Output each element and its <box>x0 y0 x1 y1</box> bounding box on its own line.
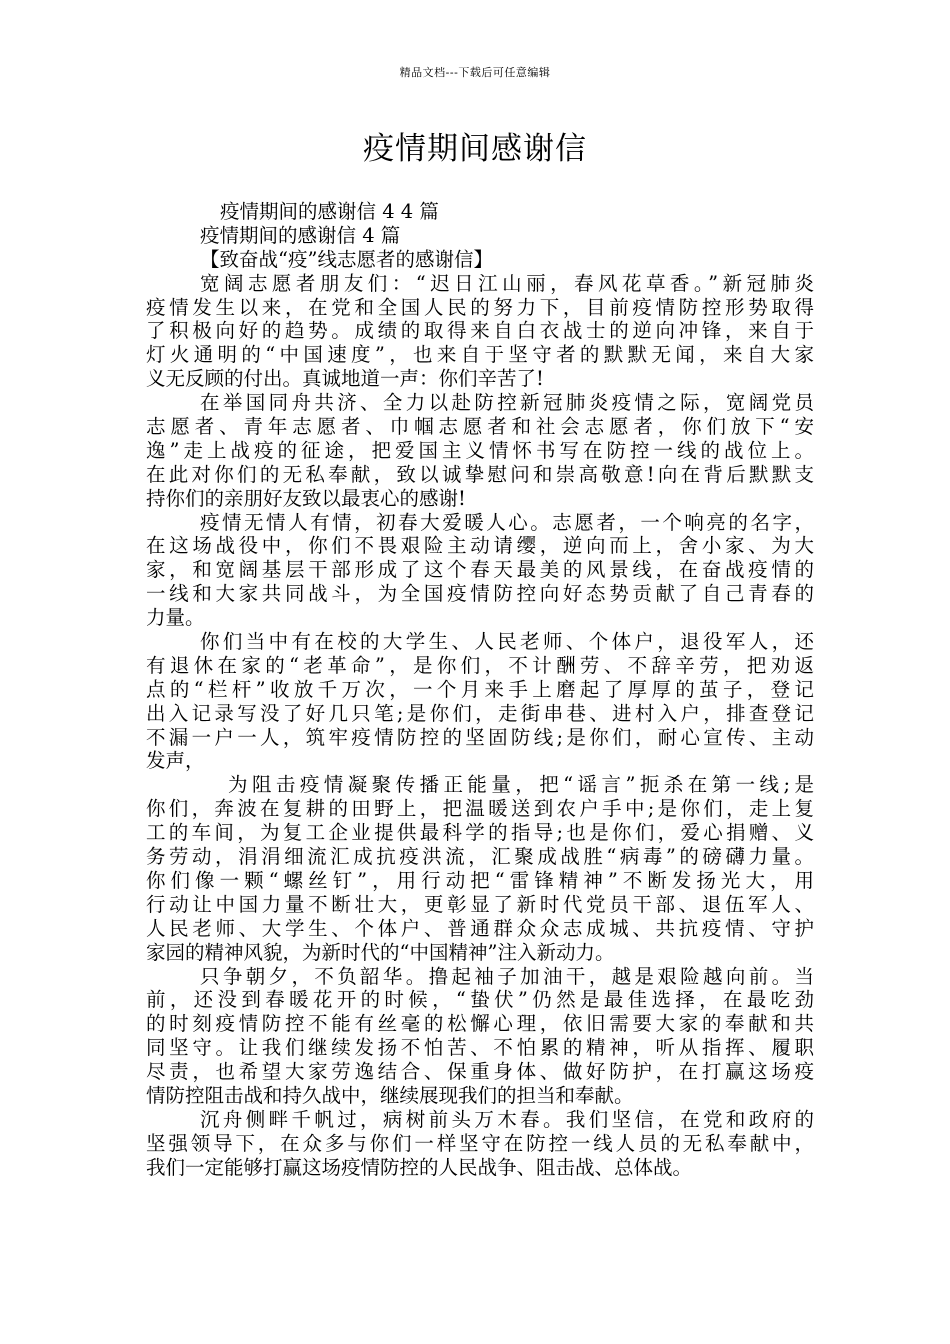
document-title: 疫情期间感谢信 <box>363 131 587 167</box>
text-line: 你们当中有在校的大学生、人民老师、个体户，退役军人，还 <box>200 630 814 654</box>
text-line: 沉舟侧畔千帆过，病树前头万木春。我们坚信，在党和政府的 <box>200 1107 814 1131</box>
text-line: 在这场战役中，你们不畏艰险主动请缨，逆向而上，舍小家、为大 <box>146 534 814 558</box>
text-line: 发声， <box>146 749 205 773</box>
text-line: 家，和宽阔基层干部形成了这个春天最美的风景线，在奋战疫情的 <box>146 558 814 582</box>
text-line: 有退休在家的“老革命”，是你们，不计酬劳、不辞辛劳，把劝返 <box>146 653 814 677</box>
text-line: 坚强领导下，在众多与你们一样坚守在防控一线人员的无私奉献中， <box>146 1131 814 1155</box>
text-line: 为阻击疫情凝聚传播正能量，把“谣言”扼杀在第一线;是 <box>228 773 814 797</box>
text-line: 疫情无情人有情，初春大爱暖人心。志愿者，一个响亮的名字， <box>200 510 814 534</box>
text-line: 了积极向好的趋势。成绩的取得来自白衣战士的逆向冲锋，来自于 <box>146 319 814 343</box>
text-line: 义无反顾的付出。真诚地道一声：你们辛苦了! <box>146 367 544 391</box>
subtitle-primary: 疫情期间的感谢信 4 4 篇 <box>220 200 439 223</box>
text-line: 只争朝夕，不负韶华。撸起袖子加油干，越是艰险越向前。当 <box>200 964 814 988</box>
text-line: 工的车间，为复工企业提供最科学的指导;也是你们，爱心捐赠、义 <box>146 821 814 845</box>
text-line: 前，还没到春暖花开的时候，“蛰伏”仍然是最佳选择，在最吃劲 <box>146 988 814 1012</box>
text-line: 的时刻疫情防控不能有丝毫的松懈心理，依旧需要大家的奉献和共 <box>146 1012 814 1036</box>
text-line: 务劳动，涓涓细流汇成抗疫洪流，汇聚成战胜“病毒”的磅礴力量。 <box>146 845 814 869</box>
text-line: 人民老师、大学生、个体户、普通群众众志成城、共抗疫情、守护 <box>146 916 814 940</box>
text-line: 你们像一颗“螺丝钉”，用行动把“雷锋精神”不断发扬光大，用 <box>146 868 814 892</box>
subtitle-secondary: 疫情期间的感谢信 4 篇 <box>200 223 401 247</box>
text-line: 尽责，也希望大家劳逸结合、保重身体、做好防护，在打赢这场疫 <box>146 1060 814 1084</box>
text-line: 点的“栏杆”收放千万次，一个月来手上磨起了厚厚的茧子，登记 <box>146 677 814 701</box>
text-line: 逸”走上战疫的征途，把爱国主义情怀书写在防控一线的战位上。 <box>146 438 814 462</box>
text-line: 出入记录写没了好几只笔;是你们，走街串巷、进村入户，排查登记 <box>146 701 814 725</box>
text-line: 你们，奔波在复耕的田野上，把温暖送到农户手中;是你们，走上复 <box>146 797 814 821</box>
text-line: 家园的精神风貌，为新时代的“中国精神”注入新动力。 <box>146 940 615 964</box>
text-line: 宽阔志愿者朋友们：“迟日江山丽，春风花草香。”新冠肺炎 <box>200 271 814 295</box>
text-line: 持你们的亲朋好友致以最衷心的感谢! <box>146 486 466 510</box>
text-line: 同坚守。让我们继续发扬不怕苦、不怕累的精神，听从指挥、履职 <box>146 1036 814 1060</box>
text-line: 在举国同舟共济、全力以赴防控新冠肺炎疫情之际，宽阔党员 <box>200 391 814 415</box>
text-line: 志愿者、青年志愿者、巾帼志愿者和社会志愿者，你们放下“安 <box>146 415 814 439</box>
text-line: 灯火通明的“中国速度”，也来自于坚守者的默默无闻，来自大家 <box>146 343 814 367</box>
text-line: 在此对你们的无私奉献，致以诚挚慰问和崇高敬意!向在背后默默支 <box>146 462 814 486</box>
document-body <box>146 200 814 1180</box>
text-line: 行动让中国力量不断壮大，更彰显了新时代党员干部、退伍军人、 <box>146 892 814 916</box>
text-line: 我们一定能够打赢这场疫情防控的人民战争、阻击战、总体战。 <box>146 1155 693 1179</box>
text-line: 疫情发生以来，在党和全国人民的努力下，目前疫情防控形势取得 <box>146 295 814 319</box>
header-note: 精品文档---下载后可任意编辑 <box>399 66 551 79</box>
text-line: 力量。 <box>146 606 205 630</box>
text-line: 一线和大家共同战斗，为全国疫情防控向好态势贡献了自己青春的 <box>146 582 814 606</box>
section-heading: 【致奋战“疫”线志愿者的感谢信】 <box>200 247 493 271</box>
text-line: 情防控阻击战和持久战中，继续展现我们的担当和奉献。 <box>146 1083 634 1107</box>
text-line: 不漏一户一人，筑牢疫情防控的坚固防线;是你们，耐心宣传、主动 <box>146 725 814 749</box>
